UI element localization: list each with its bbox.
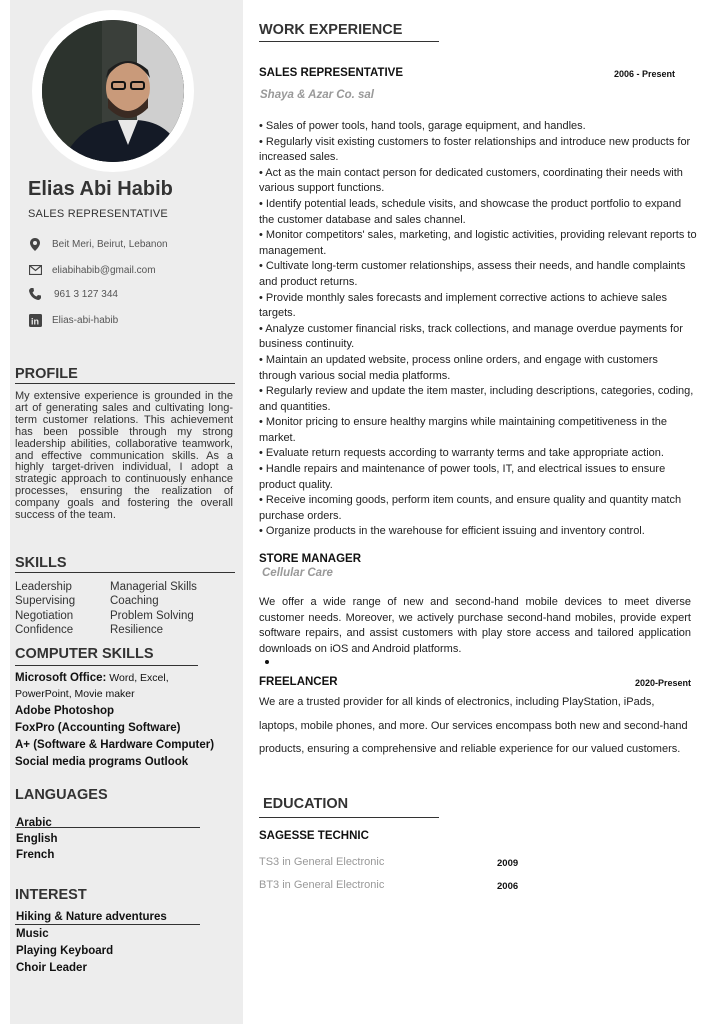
languages-list xyxy=(16,815,58,863)
duty-item: • Provide monthly sales forecasts and implement corrective actions to achieve sales targets. xyxy=(259,291,667,320)
contact-address xyxy=(28,237,168,251)
language-item: English xyxy=(16,833,58,845)
job-date-freelancer: 2020-Present xyxy=(635,678,692,688)
duty-item: • Sales of power tools, hand tools, garage equipment, and handles. xyxy=(259,120,586,132)
work-divider xyxy=(259,41,439,42)
svg-text:in: in xyxy=(30,316,39,326)
bullet-dot-icon xyxy=(265,660,269,664)
profile-heading: PROFILE xyxy=(15,366,78,382)
phone-icon xyxy=(28,287,42,301)
job-date-sales: 2006 - Present xyxy=(614,69,676,79)
contact-phone xyxy=(28,287,118,301)
duty-item: • Identify potential leads, schedule visits, and showcase the product portfolio to expand the customer database and sales channel. xyxy=(259,197,682,226)
computer-skill-item: Adobe Photoshop xyxy=(15,705,115,717)
company-sales: Shaya & Azar Co. sal xyxy=(260,89,374,101)
candidate-title: SALES REPRESENTATIVE xyxy=(28,208,168,220)
duty-item: • Evaluate return requests according to warranty terms and take appropriate action. xyxy=(259,447,664,460)
skill-item: Confidence xyxy=(15,623,74,636)
skills-list xyxy=(15,580,197,637)
skills-row xyxy=(15,609,197,623)
education-heading: EDUCATION xyxy=(263,796,349,812)
job-title-sales: SALES REPRESENTATIVE xyxy=(259,67,403,79)
duty-item: • Analyze customer financial risks, track collections, and manage overdue payments for business continuity. xyxy=(259,322,683,351)
office-items: Word, Excel, xyxy=(106,672,169,684)
mail-icon xyxy=(28,263,42,277)
interest-item: Hiking & Nature adventures xyxy=(16,911,167,923)
languages-heading: LANGUAGES xyxy=(15,787,108,803)
language-item: French xyxy=(16,849,55,861)
computer-skills-divider xyxy=(15,665,198,666)
interest-heading: INTEREST xyxy=(15,887,87,903)
computer-skill-item: Social media programs Outlook xyxy=(15,756,189,768)
duty-item: • Monitor pricing to ensure healthy margins while maintaining competitiveness in the market. xyxy=(259,416,667,444)
skills-row xyxy=(15,623,197,637)
contact-email[interactable] xyxy=(28,263,156,277)
job-title-freelancer: FREELANCER xyxy=(259,676,338,688)
job-title-store: STORE MANAGER xyxy=(259,553,362,565)
skill-item: Leadership xyxy=(15,581,72,593)
skills-row xyxy=(15,594,197,608)
education-divider xyxy=(259,817,439,818)
linkedin-text: Elias-abi-habib xyxy=(52,314,119,326)
school-name: SAGESSE TECHNIC xyxy=(259,830,369,842)
skill-item: Managerial Skills xyxy=(110,581,197,593)
office-items-cont: PowerPoint, Movie maker xyxy=(15,687,135,700)
office-label: Microsoft Office: xyxy=(15,672,107,684)
computer-skills-list xyxy=(15,703,214,771)
skill-item: Problem Solving xyxy=(110,609,194,622)
skill-item: Resilience xyxy=(110,623,164,636)
education-degree: BT3 in General Electronic xyxy=(259,879,385,891)
interest-list xyxy=(16,909,167,977)
duty-item: • Handle repairs and maintenance of power tools, IT, and electrical issues to ensure product quality. xyxy=(259,463,666,491)
phone-text: 961 3 127 344 xyxy=(54,288,118,300)
profile-divider xyxy=(15,383,235,384)
contact-linkedin[interactable] xyxy=(28,313,118,327)
skill-item: Negotiation xyxy=(15,609,74,622)
duty-item: • Regularly visit existing customers to foster relationships and introduce new products for increased sales. xyxy=(259,135,691,164)
duty-item: • Act as the main contact person for dedicated customers, coordinating their needs with various support functions. xyxy=(259,166,683,195)
profile-text: My extensive experience is grounded in the art of generating sales and cultivating long-term customer relations. This achievement has been possible through my strong leadership abilities, collaborative teamwork, and effective communication skills. As a highly target-driven individual, I adopt a strategic approach to continuously enhance processes, ensuring the realization of company goals and fostering the overall success of the team. xyxy=(15,390,233,522)
email-text: eliabihabib@gmail.com xyxy=(52,264,156,276)
computer-skills-heading: COMPUTER SKILLS xyxy=(15,646,154,662)
address-text: Beit Meri, Beirut, Lebanon xyxy=(52,238,168,250)
duty-item: • Cultivate long-term customer relationships, assess their needs, and handle complaints and product returns. xyxy=(259,260,686,288)
duty-item: • Organize products in the warehouse for efficient issuing and inventory control. xyxy=(259,525,645,538)
computer-office xyxy=(15,671,169,702)
skill-item: Coaching xyxy=(110,595,159,608)
store-description: We offer a wide range of new and second-hand mobile devices to meet diverse customer needs. Moreover, we actively purchase second-hand mobiles, provide expert software repairs, and assist customers with play store access and tailored application downloads on iOS and Android platforms. xyxy=(259,596,691,655)
interest-item: Choir Leader xyxy=(16,962,87,974)
duty-item: • Regularly review and update the item master, including descriptions, categories, coding, and quantities. xyxy=(259,385,694,413)
freelancer-description: We are a trusted provider for all kinds of electronics, including PlayStation, iPads, laptops, mobile phones, and more. Our services encompass both new and second-hand products, ensuring a comprehensive and reliable experience for our valued customers. xyxy=(259,696,688,755)
interest-item: Playing Keyboard xyxy=(16,945,114,957)
sales-duties-list xyxy=(259,119,697,540)
education-year: 2009 xyxy=(497,858,519,869)
duty-item: • Maintain an updated website, process online orders, and engage with customers through various social media platforms. xyxy=(259,353,658,382)
education-degree: TS3 in General Electronic xyxy=(259,856,385,868)
duty-item: • Receive incoming goods, perform item counts, and ensure quality and quantity match purchase orders. xyxy=(259,494,682,522)
skills-heading: SKILLS xyxy=(15,555,67,571)
education-year: 2006 xyxy=(497,881,519,892)
profile-photo-frame xyxy=(32,10,194,172)
skill-item: Supervising xyxy=(15,595,76,608)
interest-item: Music xyxy=(16,928,49,940)
skills-row xyxy=(15,580,197,594)
profile-photo xyxy=(42,20,184,162)
linkedin-icon xyxy=(28,313,42,327)
company-store: Cellular Care xyxy=(262,567,333,579)
computer-skill-item: FoxPro (Accounting Software) xyxy=(15,722,181,734)
location-pin-icon xyxy=(28,237,42,251)
language-item: Arabic xyxy=(16,817,52,829)
candidate-name: Elias Abi Habib xyxy=(28,178,173,200)
duty-item: • Monitor competitors' sales, marketing, and logistic activities, providing relevant reports to management. xyxy=(259,229,697,257)
work-experience-heading: WORK EXPERIENCE xyxy=(259,22,403,38)
computer-skill-item: A+ (Software & Hardware Computer) xyxy=(15,739,215,751)
skills-divider xyxy=(15,572,235,573)
